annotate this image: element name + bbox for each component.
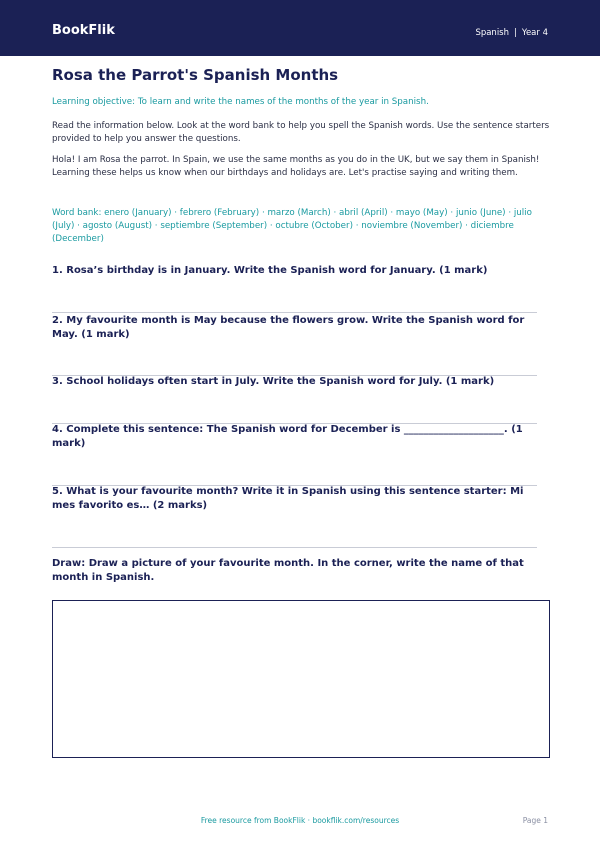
question-2: 2. My favourite month is May because the flowers grow. Write the Spanish word for May. (1 mark): [52, 315, 525, 340]
page-title: Rosa the Parrot's Spanish Months: [52, 66, 339, 84]
footer-credit[interactable]: Free resource from BookFlik · bookflik.com/resources: [200, 816, 400, 825]
learning-objective: Learning objective: To learn and write the names of the months of the year in Spanish.: [52, 97, 429, 107]
year-label: Year 4: [521, 28, 548, 38]
page-header: [0, 0, 600, 56]
separator: |: [514, 28, 517, 38]
instructions: Read the information below. Look at the word bank to help you spell the Spanish words. Use the sentence starters provided to help you answer the questions.: [52, 121, 550, 144]
draw-task: Draw: Draw a picture of your favourite month. In the corner, write the name of that month in Spanish.: [52, 558, 524, 583]
answer-line-5[interactable]: [52, 547, 537, 548]
word-bank: Word bank: enero (January) · febrero (February) · marzo (March) · abril (April) · mayo (May) · junio (June) · julio (July) · agosto (August) · septiembre (September) · octubre (October) · noviembre (November) · diciembre (December): [52, 208, 532, 244]
answer-line-1[interactable]: [52, 312, 537, 313]
subject-label: Spanish: [475, 28, 510, 38]
intro-text: Hola! I am Rosa the parrot. In Spain, we use the same months as you do in the UK, but we say them in Spanish! Learning these helps us know when our birthdays and holidays are. Let's practise saying and writing them.: [52, 155, 540, 178]
subject-year: [475, 28, 548, 38]
drawing-box[interactable]: [52, 600, 550, 758]
page-number: Page 1: [522, 816, 548, 825]
page-footer: [0, 816, 600, 830]
brand-logo[interactable]: BookFlik: [52, 23, 115, 38]
question-3: 3. School holidays often start in July. Write the Spanish word for July. (1 mark): [52, 376, 495, 387]
question-4: 4. Complete this sentence: The Spanish word for December is ____________________. (1 mark): [52, 424, 523, 449]
question-5: 5. What is your favourite month? Write it in Spanish using this sentence starter: Mi mes favorito es… (2 marks): [52, 486, 524, 511]
question-1: 1. Rosa’s birthday is in January. Write the Spanish word for January. (1 mark): [52, 265, 488, 276]
